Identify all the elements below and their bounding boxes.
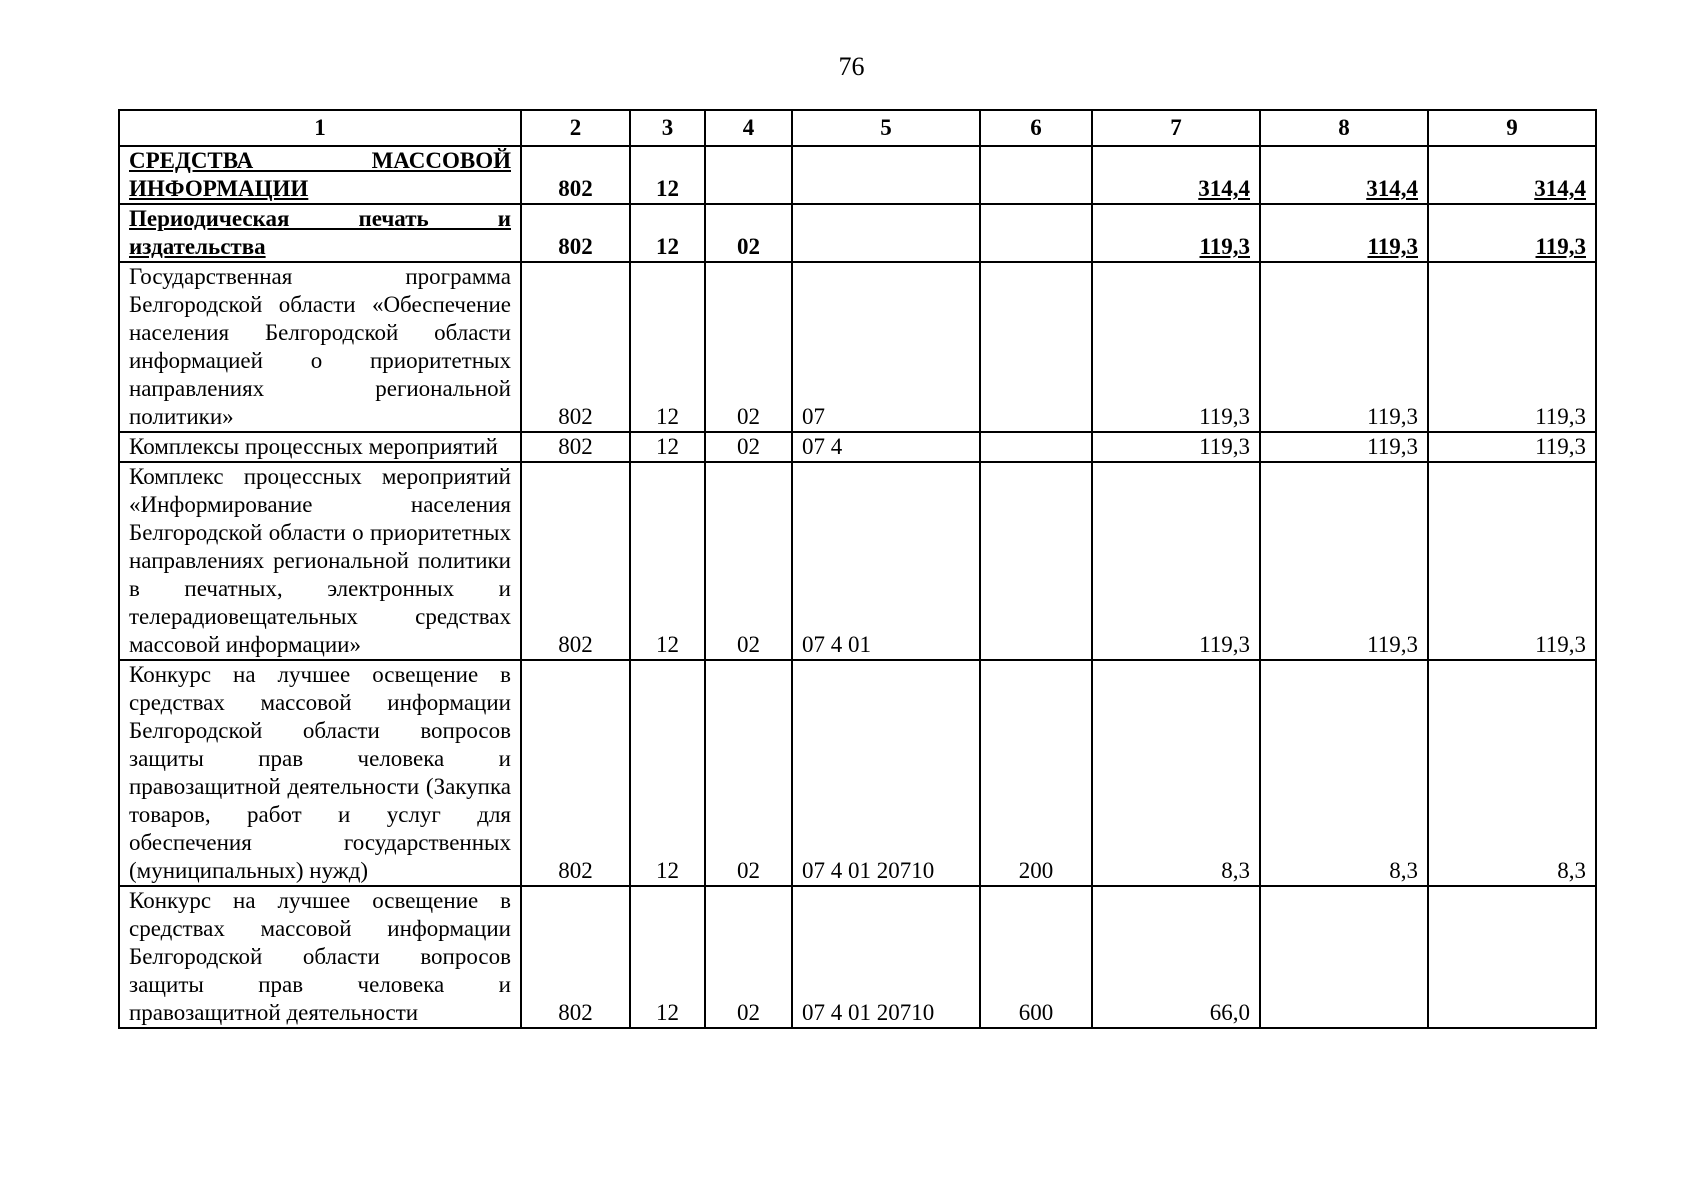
amount-col-9: 119,3: [1428, 462, 1596, 660]
row-name: Конкурс на лучшее освещение в средствах массовой информации Белгородской области вопросов защиты прав человека и правозащитной деятельности (Закупка товаров, работ и услуг для обеспечения государственных (муниципальных) нужд): [119, 660, 521, 886]
target-article-code: 07 4 01 20710: [792, 886, 980, 1028]
budget-table: [118, 109, 1597, 1029]
page-number: 76: [838, 52, 865, 81]
section-code: 12: [630, 462, 705, 660]
subsection-code: [705, 146, 792, 204]
column-number: 2: [521, 110, 630, 146]
target-article-code: [792, 146, 980, 204]
amount-col-9: [1428, 886, 1596, 1028]
amount-col-7: 119,3: [1092, 262, 1260, 432]
expense-type-code: [980, 146, 1092, 204]
expense-type-code: 600: [980, 886, 1092, 1028]
subsection-code: 02: [705, 432, 792, 462]
target-article-code: [792, 204, 980, 262]
section-code: 12: [630, 432, 705, 462]
ministry-code: 802: [521, 204, 630, 262]
column-number: 3: [630, 110, 705, 146]
table-row: [119, 886, 1596, 1028]
column-number: 4: [705, 110, 792, 146]
row-name: Конкурс на лучшее освещение в средствах массовой информации Белгородской области вопросов защиты прав человека и правозащитной деятельности: [119, 886, 521, 1028]
amount-col-9: 119,3: [1428, 262, 1596, 432]
section-code: 12: [630, 886, 705, 1028]
amount-col-8: 8,3: [1260, 660, 1428, 886]
target-article-code: 07 4: [792, 432, 980, 462]
column-number: 1: [119, 110, 521, 146]
amount-col-7: 66,0: [1092, 886, 1260, 1028]
section-code: 12: [630, 660, 705, 886]
section-code: 12: [630, 146, 705, 204]
amount-col-8: 119,3: [1260, 462, 1428, 660]
expense-type-code: [980, 432, 1092, 462]
table-row: [119, 432, 1596, 462]
amount-col-7: 119,3: [1092, 462, 1260, 660]
ministry-code: 802: [521, 886, 630, 1028]
row-name: СРЕДСТВА МАССОВОЙ ИНФОРМАЦИИ: [119, 146, 521, 204]
target-article-code: 07 4 01 20710: [792, 660, 980, 886]
section-code: 12: [630, 204, 705, 262]
target-article-code: 07 4 01: [792, 462, 980, 660]
row-name: Государственная программа Белгородской области «Обеспечение населения Белгородской области информацией о приоритетных направлениях региональной политики»: [119, 262, 521, 432]
subsection-code: 02: [705, 262, 792, 432]
ministry-code: 802: [521, 432, 630, 462]
ministry-code: 802: [521, 462, 630, 660]
subsection-code: 02: [705, 886, 792, 1028]
amount-col-9: 314,4: [1428, 146, 1596, 204]
amount-col-8: 119,3: [1260, 262, 1428, 432]
table-row: [119, 262, 1596, 432]
amount-col-8: 314,4: [1260, 146, 1428, 204]
subsection-code: 02: [705, 462, 792, 660]
row-name: Периодическая печать и издательства: [119, 204, 521, 262]
column-number: 9: [1428, 110, 1596, 146]
table-row: [119, 462, 1596, 660]
amount-col-9: 119,3: [1428, 432, 1596, 462]
subsection-code: 02: [705, 204, 792, 262]
amount-col-7: 119,3: [1092, 204, 1260, 262]
amount-col-7: 314,4: [1092, 146, 1260, 204]
amount-col-8: 119,3: [1260, 204, 1428, 262]
row-name: Комплексы процессных мероприятий: [119, 432, 521, 462]
section-code: 12: [630, 262, 705, 432]
amount-col-7: 8,3: [1092, 660, 1260, 886]
expense-type-code: 200: [980, 660, 1092, 886]
expense-type-code: [980, 262, 1092, 432]
amount-col-8: [1260, 886, 1428, 1028]
amount-col-9: 8,3: [1428, 660, 1596, 886]
column-number-row: [119, 110, 1596, 146]
table-row: [119, 146, 1596, 204]
column-number: 6: [980, 110, 1092, 146]
expense-type-code: [980, 204, 1092, 262]
target-article-code: 07: [792, 262, 980, 432]
column-number: 8: [1260, 110, 1428, 146]
ministry-code: 802: [521, 262, 630, 432]
ministry-code: 802: [521, 146, 630, 204]
amount-col-9: 119,3: [1428, 204, 1596, 262]
table-row: [119, 204, 1596, 262]
amount-col-7: 119,3: [1092, 432, 1260, 462]
row-name: Комплекс процессных мероприятий «Информирование населения Белгородской области о приоритетных направлениях региональной политики в печатных, электронных и телерадиовещательных средствах массовой информации»: [119, 462, 521, 660]
ministry-code: 802: [521, 660, 630, 886]
subsection-code: 02: [705, 660, 792, 886]
column-number: 5: [792, 110, 980, 146]
expense-type-code: [980, 462, 1092, 660]
amount-col-8: 119,3: [1260, 432, 1428, 462]
table-row: [119, 660, 1596, 886]
column-number: 7: [1092, 110, 1260, 146]
